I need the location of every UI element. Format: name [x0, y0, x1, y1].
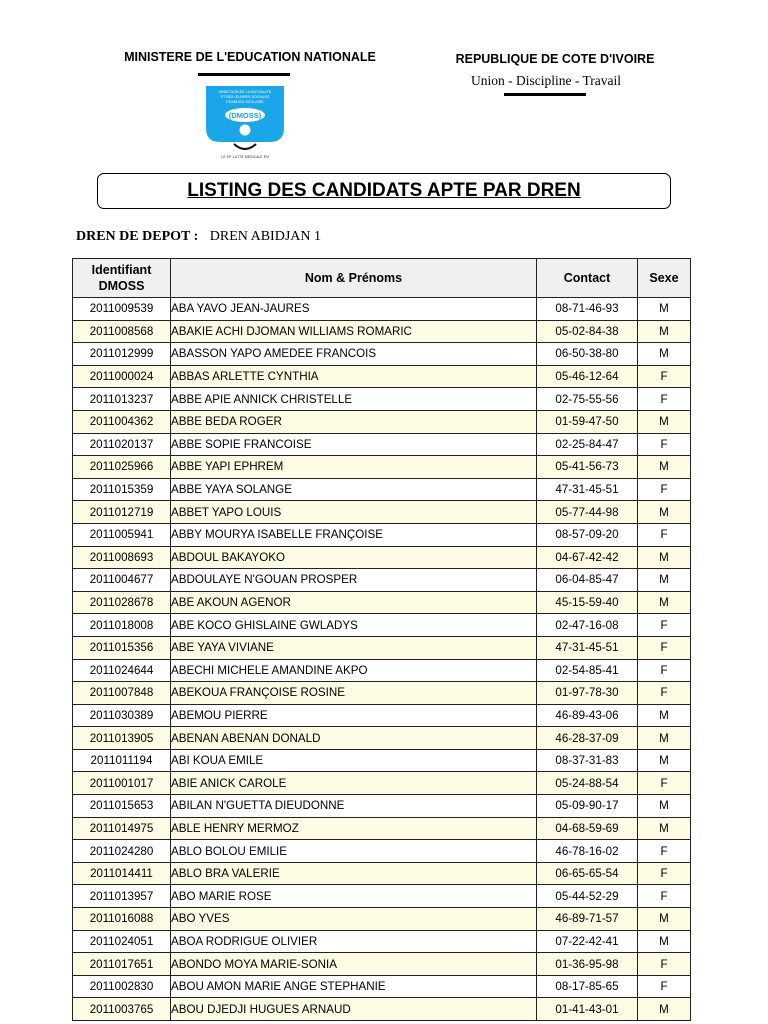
cell-name: ABILAN N'GUETTA DIEUDONNE [171, 795, 537, 818]
cell-name: ABAKIE ACHI DJOMAN WILLIAMS ROMARIC [171, 320, 537, 343]
cell-id: 2011005941 [73, 523, 171, 546]
cell-name: ABIE ANICK CAROLE [171, 772, 537, 795]
table-row [73, 772, 691, 795]
cell-name: ABO YVES [171, 908, 537, 931]
table-row [73, 682, 691, 705]
table-row [73, 569, 691, 592]
republic-name: REPUBLIQUE DE COTE D'IVOIRE [455, 52, 655, 66]
cell-sex: M [638, 343, 691, 366]
cell-id: 2011009539 [73, 298, 171, 321]
table-row [73, 591, 691, 614]
table-row [73, 975, 691, 998]
cell-id: 2011018008 [73, 614, 171, 637]
cell-sex: F [638, 433, 691, 456]
cell-id: 2011016088 [73, 908, 171, 931]
logo-caption-2: ET DES ŒUVRES SOCIALES [220, 95, 270, 99]
cell-contact: 08-57-09-20 [537, 523, 638, 546]
cell-sex: F [638, 388, 691, 411]
cell-name: ABE YAYA VIVIANE [171, 636, 537, 659]
cell-name: ABASSON YAPO AMEDEE FRANCOIS [171, 343, 537, 366]
cell-sex: F [638, 862, 691, 885]
cell-id: 2011024644 [73, 659, 171, 682]
cell-contact: 45-15-59-40 [537, 591, 638, 614]
dren-line [76, 229, 321, 245]
cell-id: 2011011194 [73, 749, 171, 772]
cell-sex: F [638, 840, 691, 863]
cell-id: 2011028678 [73, 591, 171, 614]
cell-sex: F [638, 885, 691, 908]
cell-sex: M [638, 704, 691, 727]
cell-name: ABECHI MICHELE AMANDINE AKPO [171, 659, 537, 682]
cell-sex: M [638, 501, 691, 524]
cell-sex: F [638, 365, 691, 388]
cell-contact: 05-46-12-64 [537, 365, 638, 388]
cell-id: 2011004362 [73, 410, 171, 433]
cell-contact: 04-68-59-69 [537, 817, 638, 840]
cell-contact: 05-24-88-54 [537, 772, 638, 795]
cell-id: 2011008568 [73, 320, 171, 343]
header-name: Nom & Prénoms [171, 259, 537, 298]
header-sex: Sexe [638, 259, 691, 298]
cell-contact: 05-02-84-38 [537, 320, 638, 343]
table-row [73, 817, 691, 840]
cell-id: 2011024280 [73, 840, 171, 863]
cell-contact: 46-78-16-02 [537, 840, 638, 863]
cell-id: 2011012999 [73, 343, 171, 366]
table-row [73, 998, 691, 1021]
cell-contact: 01-97-78-30 [537, 682, 638, 705]
cell-sex: M [638, 908, 691, 931]
header-id: Identifiant DMOSS [73, 259, 171, 298]
cell-contact: 07-22-42-41 [537, 930, 638, 953]
cell-id: 2011007848 [73, 682, 171, 705]
table-row [73, 614, 691, 637]
cell-name: ABI KOUA EMILE [171, 749, 537, 772]
cell-name: ABBET YAPO LOUIS [171, 501, 537, 524]
cell-name: ABE KOCO GHISLAINE GWLADYS [171, 614, 537, 637]
cell-sex: M [638, 930, 691, 953]
cell-sex: F [638, 478, 691, 501]
table-row [73, 523, 691, 546]
table-row [73, 388, 691, 411]
cell-contact: 05-41-56-73 [537, 456, 638, 479]
table-row [73, 795, 691, 818]
table-row [73, 908, 691, 931]
cell-id: 2011012719 [73, 501, 171, 524]
table-row [73, 456, 691, 479]
cell-id: 2011013237 [73, 388, 171, 411]
cell-id: 2011003765 [73, 998, 171, 1021]
cell-sex: M [638, 795, 691, 818]
table-row [73, 636, 691, 659]
cell-name: ABBE BEDA ROGER [171, 410, 537, 433]
cell-id: 2011001017 [73, 772, 171, 795]
cell-contact: 05-77-44-98 [537, 501, 638, 524]
cell-name: ABOA RODRIGUE OLIVIER [171, 930, 537, 953]
cell-contact: 47-31-45-51 [537, 478, 638, 501]
header-contact: Contact [537, 259, 638, 298]
logo-acronym: (DMOSS) [228, 111, 262, 120]
cell-sex: M [638, 569, 691, 592]
motto-underline [504, 93, 586, 96]
cell-sex: M [638, 298, 691, 321]
cell-sex: M [638, 749, 691, 772]
cell-name: ABBE YAPI EPHREM [171, 456, 537, 479]
table-row [73, 298, 691, 321]
cell-sex: F [638, 953, 691, 976]
cell-id: 2011015653 [73, 795, 171, 818]
dren-label: DREN DE DEPOT : [76, 229, 199, 244]
logo-hands-icon [234, 144, 256, 149]
cell-id: 2011000024 [73, 365, 171, 388]
cell-name: ABEMOU PIERRE [171, 704, 537, 727]
cell-name: ABEKOUA FRANÇOISE ROSINE [171, 682, 537, 705]
cell-sex: M [638, 320, 691, 343]
cell-id: 2011013905 [73, 727, 171, 750]
logo-head-icon [240, 125, 251, 136]
cell-name: ABBAS ARLETTE CYNTHIA [171, 365, 537, 388]
cell-sex: M [638, 410, 691, 433]
cell-id: 2011030389 [73, 704, 171, 727]
cell-name: ABDOUL BAKAYOKO [171, 546, 537, 569]
cell-sex: F [638, 614, 691, 637]
national-motto: Union - Discipline - Travail [471, 73, 621, 88]
cell-contact: 05-44-52-29 [537, 885, 638, 908]
table-row [73, 704, 691, 727]
cell-id: 2011024051 [73, 930, 171, 953]
cell-id: 2011004677 [73, 569, 171, 592]
candidates-table [72, 258, 691, 1021]
cell-contact: 06-04-85-47 [537, 569, 638, 592]
cell-sex: M [638, 817, 691, 840]
cell-contact: 02-54-85-41 [537, 659, 638, 682]
cell-name: ABA YAVO JEAN-JAURES [171, 298, 537, 321]
cell-name: ABOU DJEDJI HUGUES ARNAUD [171, 998, 537, 1021]
cell-sex: F [638, 772, 691, 795]
cell-name: ABO MARIE ROSE [171, 885, 537, 908]
table-row [73, 727, 691, 750]
cell-contact: 08-37-31-83 [537, 749, 638, 772]
ministry-underline [198, 73, 290, 76]
cell-contact: 02-25-84-47 [537, 433, 638, 456]
cell-name: ABBE YAYA SOLANGE [171, 478, 537, 501]
cell-name: ABBE SOPIE FRANCOISE [171, 433, 537, 456]
cell-id: 2011002830 [73, 975, 171, 998]
table-row [73, 930, 691, 953]
cell-id: 2011017651 [73, 953, 171, 976]
cell-name: ABE AKOUN AGENOR [171, 591, 537, 614]
cell-contact: 08-17-85-65 [537, 975, 638, 998]
cell-contact: 02-47-16-08 [537, 614, 638, 637]
table-row [73, 953, 691, 976]
table-row [73, 320, 691, 343]
cell-name: ABLO BRA VALERIE [171, 862, 537, 885]
title-box [97, 173, 671, 209]
table-row [73, 749, 691, 772]
table-row [73, 546, 691, 569]
table-row [73, 862, 691, 885]
cell-id: 2011015356 [73, 636, 171, 659]
dmoss-logo [200, 84, 290, 160]
logo-footer: LE SP. LUTTE MEDICALE EN [221, 155, 269, 159]
cell-contact: 46-89-71-57 [537, 908, 638, 931]
cell-sex: M [638, 998, 691, 1021]
cell-name: ABONDO MOYA MARIE-SONIA [171, 953, 537, 976]
cell-name: ABLE HENRY MERMOZ [171, 817, 537, 840]
cell-contact: 06-65-65-54 [537, 862, 638, 885]
table-row [73, 365, 691, 388]
cell-contact: 46-28-37-09 [537, 727, 638, 750]
cell-contact: 05-09-90-17 [537, 795, 638, 818]
cell-sex: F [638, 636, 691, 659]
cell-contact: 04-67-42-42 [537, 546, 638, 569]
table-row [73, 478, 691, 501]
cell-name: ABENAN ABENAN DONALD [171, 727, 537, 750]
table-row [73, 659, 691, 682]
cell-id: 2011014411 [73, 862, 171, 885]
logo-caption-3: EN MILIEU SCOLAIRE [226, 100, 264, 104]
cell-name: ABOU AMON MARIE ANGE STEPHANIE [171, 975, 537, 998]
cell-sex: M [638, 727, 691, 750]
cell-contact: 01-36-95-98 [537, 953, 638, 976]
cell-id: 2011025966 [73, 456, 171, 479]
cell-contact: 46-89-43-06 [537, 704, 638, 727]
table-body [73, 298, 691, 1021]
cell-contact: 02-75-55-56 [537, 388, 638, 411]
cell-sex: M [638, 456, 691, 479]
cell-sex: M [638, 591, 691, 614]
cell-id: 2011020137 [73, 433, 171, 456]
table-row [73, 885, 691, 908]
table-row [73, 501, 691, 524]
cell-id: 2011014975 [73, 817, 171, 840]
table-row [73, 410, 691, 433]
cell-id: 2011013957 [73, 885, 171, 908]
table-header-row [73, 259, 691, 298]
cell-contact: 01-41-43-01 [537, 998, 638, 1021]
cell-contact: 01-59-47-50 [537, 410, 638, 433]
cell-name: ABDOULAYE N'GOUAN PROSPER [171, 569, 537, 592]
cell-sex: F [638, 523, 691, 546]
cell-sex: F [638, 659, 691, 682]
cell-sex: F [638, 975, 691, 998]
page-title: LISTING DES CANDIDATS APTE PAR DREN [187, 180, 581, 201]
table-row [73, 343, 691, 366]
cell-sex: M [638, 546, 691, 569]
dren-value: DREN ABIDJAN 1 [209, 229, 321, 244]
cell-name: ABBY MOURYA ISABELLE FRANÇOISE [171, 523, 537, 546]
ministry-name: MINISTERE DE L'EDUCATION NATIONALE [124, 50, 376, 64]
logo-caption-1: DIRECTION DE LA MUTUALITE [218, 90, 272, 94]
cell-sex: F [638, 682, 691, 705]
cell-id: 2011008693 [73, 546, 171, 569]
table-row [73, 433, 691, 456]
cell-name: ABBE APIE ANNICK CHRISTELLE [171, 388, 537, 411]
cell-contact: 06-50-38-80 [537, 343, 638, 366]
table-row [73, 840, 691, 863]
cell-contact: 08-71-46-93 [537, 298, 638, 321]
cell-contact: 47-31-45-51 [537, 636, 638, 659]
cell-name: ABLO BOLOU EMILIE [171, 840, 537, 863]
cell-id: 2011015359 [73, 478, 171, 501]
